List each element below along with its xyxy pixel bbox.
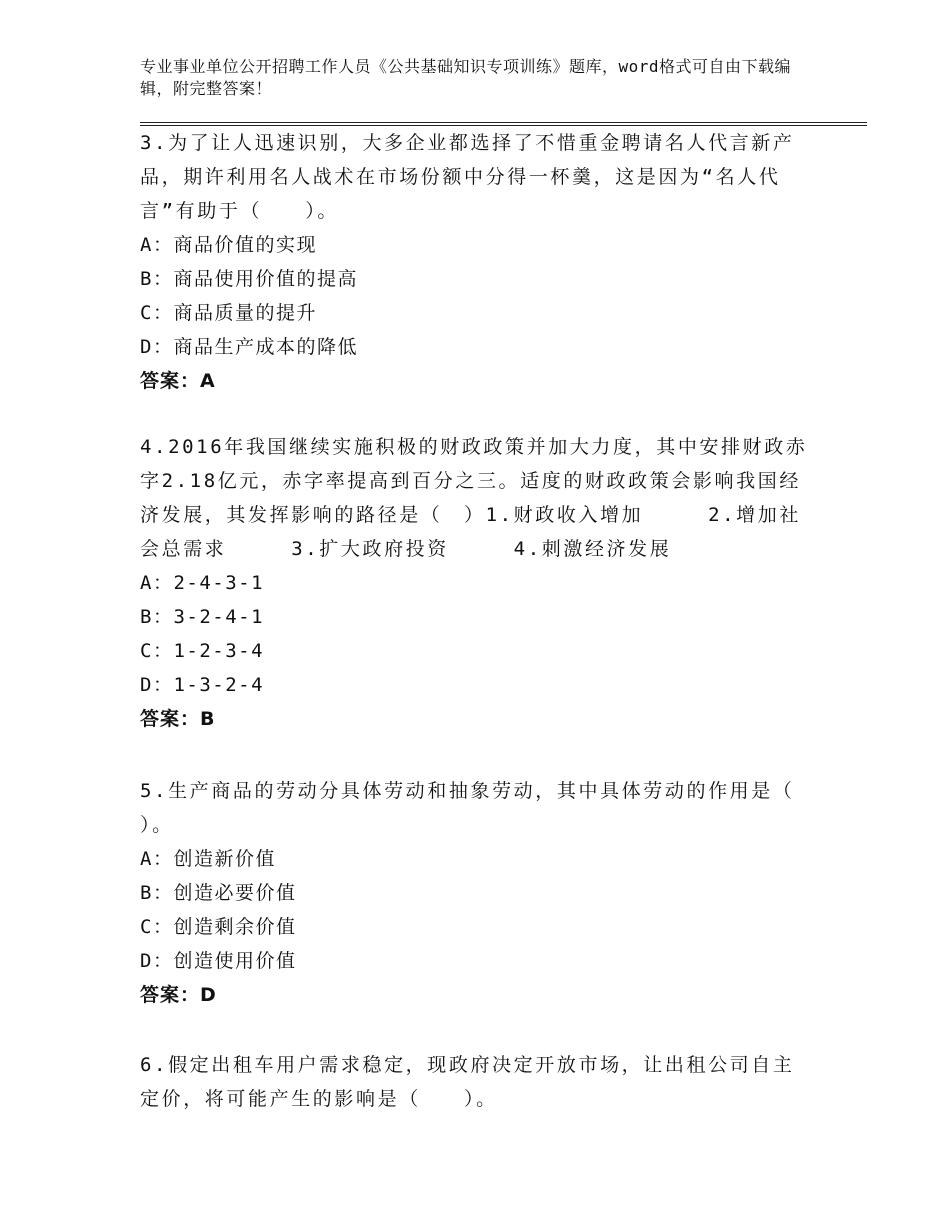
question-stem-line: ）。 — [140, 814, 174, 836]
question-4 — [140, 430, 820, 736]
option-a: A：创造新价值 — [140, 848, 276, 870]
answer-label: 答案：B — [140, 708, 216, 730]
document-header: 专业事业单位公开招聘工作人员《公共基础知识专项训练》题库，word格式可自由下载编辑，附完整答案！ — [140, 57, 792, 98]
question-stem-line: 3.为了让人迅速识别，大多企业都选择了不惜重金聘请名人代言新产 — [140, 132, 795, 154]
option-c: C：创造剩余价值 — [140, 916, 297, 938]
option-a: A：商品价值的实现 — [140, 234, 317, 256]
question-stem-line: 字2.18亿元，赤字率提高到百分之三。适度的财政政策会影响我国经 — [140, 470, 801, 492]
option-b: B：3-2-4-1 — [140, 606, 265, 628]
question-stem-line: 济发展，其发挥影响的路径是（ ）1.财政收入增加 2.增加社 — [140, 504, 801, 526]
option-d: D：1-3-2-4 — [140, 674, 265, 696]
option-c: C：商品质量的提升 — [140, 302, 317, 324]
question-5 — [140, 774, 820, 1012]
question-stem-line: 会总需求 3.扩大政府投资 4.刺激经济发展 — [140, 538, 672, 560]
option-b: B：创造必要价值 — [140, 882, 297, 904]
question-stem-line: 定价，将可能产生的影响是（ ）。 — [140, 1088, 498, 1110]
option-b: B：商品使用价值的提高 — [140, 268, 358, 290]
question-stem-line: 4.2016年我国继续实施积极的财政政策并加大力度，其中安排财政赤 — [140, 436, 808, 458]
option-c: C：1-2-3-4 — [140, 640, 265, 662]
option-a: A：2-4-3-1 — [140, 572, 265, 594]
option-d: D：商品生产成本的降低 — [140, 336, 358, 358]
question-stem-line: 品，期许利用名人战术在市场份额中分得一杯羹，这是因为“名人代 — [140, 166, 781, 188]
question-3 — [140, 126, 820, 398]
option-d: D：创造使用价值 — [140, 950, 297, 972]
question-6 — [140, 1048, 820, 1116]
answer-label: 答案：A — [140, 370, 216, 392]
answer-label: 答案：D — [140, 984, 217, 1006]
question-stem-line: 言”有助于（ ）。 — [140, 200, 339, 222]
question-stem-line: 5.生产商品的劳动分具体劳动和抽象劳动，其中具体劳动的作用是（ — [140, 780, 795, 802]
header-rule-top — [140, 122, 867, 123]
question-stem-line: 6.假定出租车用户需求稳定，现政府决定开放市场，让出租公司自主 — [140, 1054, 795, 1076]
